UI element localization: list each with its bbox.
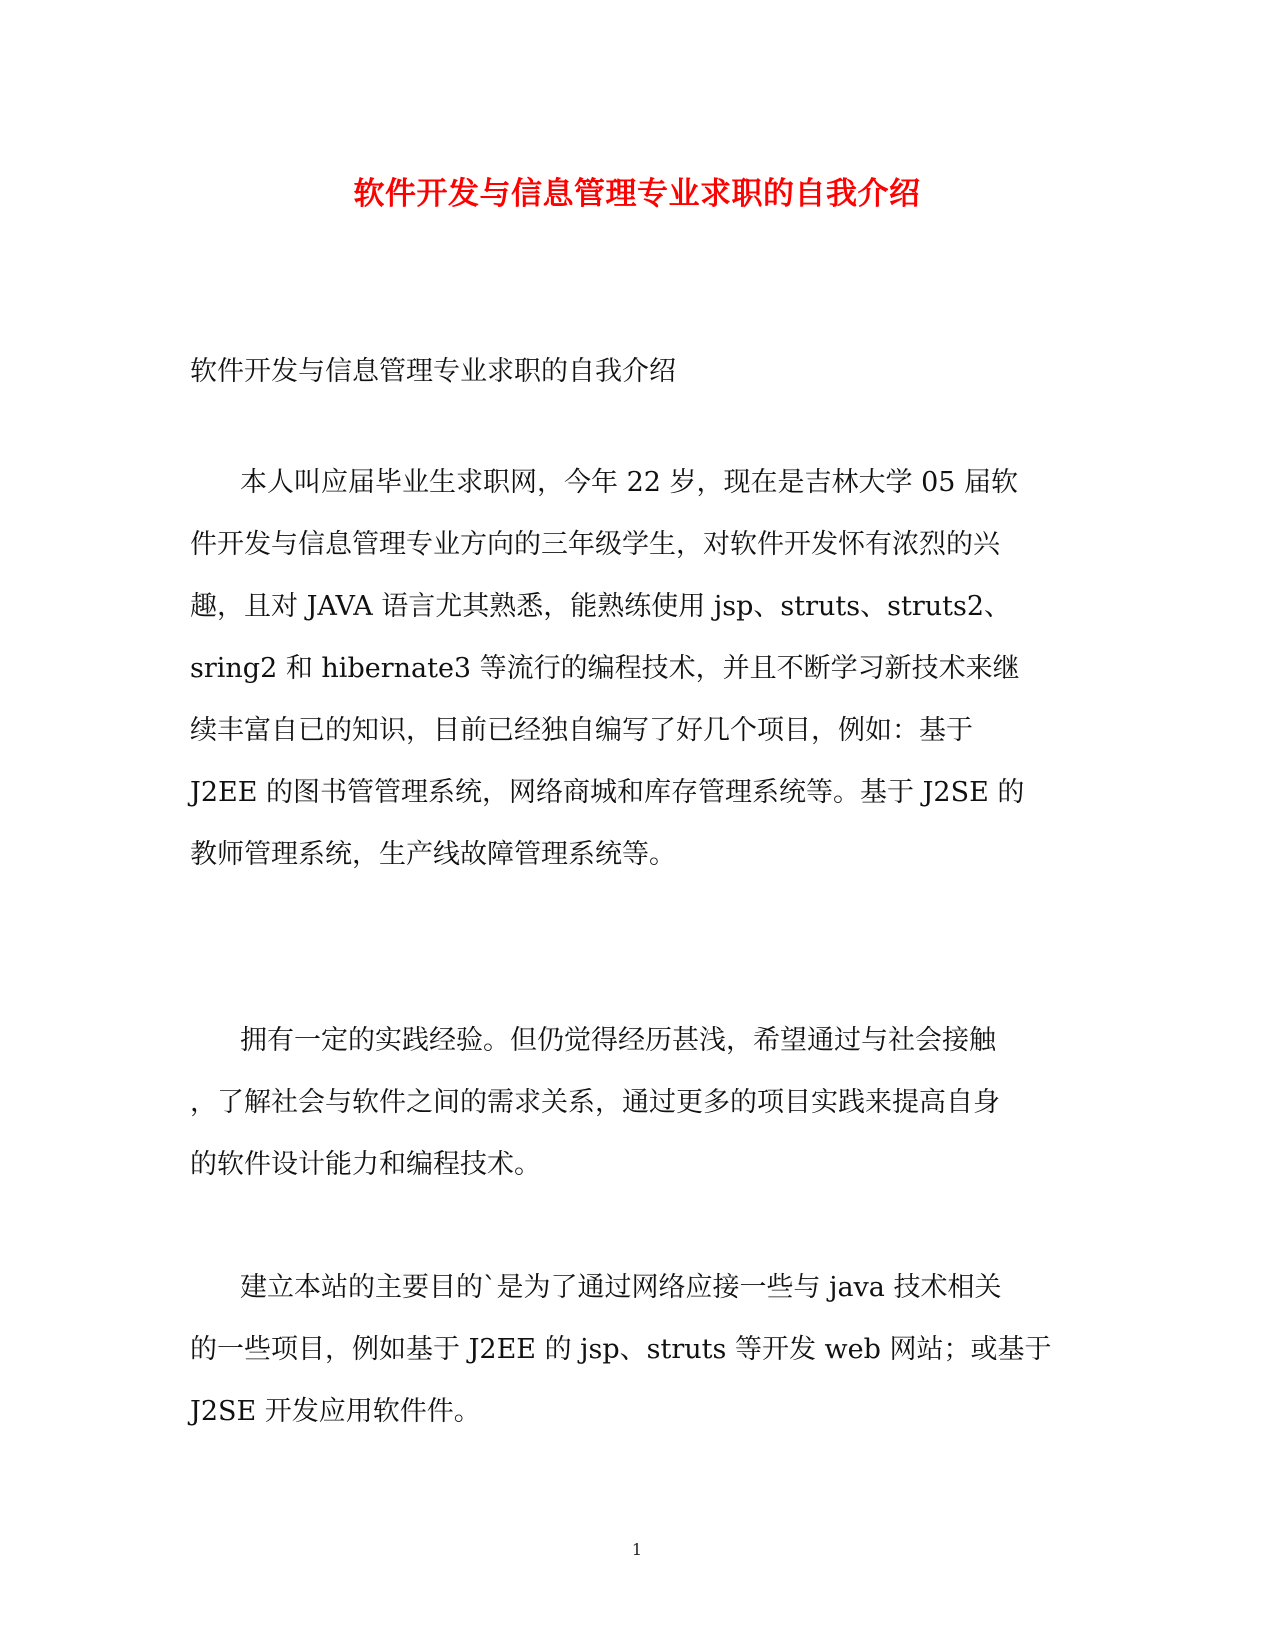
paragraph-line: ，了解社会与软件之间的需求关系，通过更多的项目实践来提高自身 [190, 1087, 1000, 1118]
paragraph-line: 件开发与信息管理专业方向的三年级学生，对软件开发怀有浓烈的兴 [190, 529, 1000, 560]
paragraph-line: sring2 和 hibernate3 等流行的编程技术，并且不断学习新技术来继 [190, 653, 1020, 684]
paragraph-line: 趣，且对 JAVA 语言尤其熟悉，能熟练使用 jsp、struts、struts2、 [190, 591, 1011, 622]
paragraph-line: 建立本站的主要目的`是为了通过网络应接一些与 java 技术相关 [240, 1272, 1002, 1303]
paragraph-line: 续丰富自已的知识，目前已经独自编写了好几个项目，例如：基于 [190, 715, 973, 746]
paragraph-line: 的一些项目，例如基于 J2EE 的 jsp、struts 等开发 web 网站；或基于 [190, 1334, 1052, 1365]
document-title: 软件开发与信息管理专业求职的自我介绍 [353, 176, 921, 212]
paragraph-line: 拥有一定的实践经验。但仍觉得经历甚浅，希望通过与社会接触 [240, 1025, 996, 1056]
paragraph-line: J2SE 开发应用软件件。 [190, 1396, 481, 1427]
document-subtitle: 软件开发与信息管理专业求职的自我介绍 [190, 356, 676, 387]
paragraph-line: 教师管理系统，生产线故障管理系统等。 [190, 839, 676, 870]
paragraph-line: 本人叫应届毕业生求职网，今年 22 岁，现在是吉林大学 05 届软 [240, 467, 1019, 498]
page-number: 1 [631, 1540, 643, 1559]
paragraph-line: J2EE 的图书管管理系统，网络商城和库存管理系统等。基于 J2SE 的 [190, 777, 1025, 808]
paragraph-line: 的软件设计能力和编程技术。 [190, 1149, 541, 1180]
